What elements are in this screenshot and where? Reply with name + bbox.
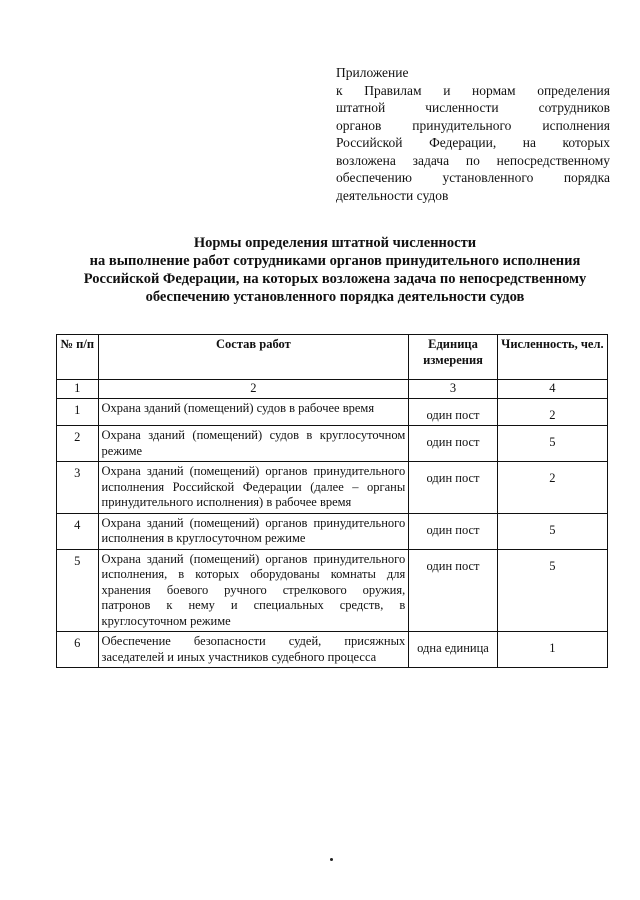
- column-number: 2: [98, 380, 409, 399]
- column-number: 1: [57, 380, 99, 399]
- row-num: 2: [57, 426, 99, 462]
- header-count: Численность, чел.: [497, 335, 607, 380]
- appendix-line: возложена задача по непосредственному: [336, 152, 610, 168]
- row-unit: одна единица: [409, 632, 498, 668]
- row-work: Охрана зданий (помещений) органов принудительного исполнения Российской Федерации (далее – органы принудительного исполнения) в рабочее время: [98, 462, 409, 514]
- row-unit: один пост: [409, 549, 498, 632]
- row-work: Охрана зданий (помещений) судов в круглосуточном режиме: [98, 426, 409, 462]
- appendix-line: к Правилам и нормам определения: [336, 82, 610, 98]
- row-work: Охрана зданий (помещений) судов в рабочее время: [98, 398, 409, 426]
- appendix-line: штатной численности сотрудников: [336, 100, 610, 115]
- table-row: [57, 632, 608, 668]
- row-num: 4: [57, 513, 99, 549]
- scan-speck: [330, 858, 333, 861]
- row-num: 3: [57, 462, 99, 514]
- row-count: 5: [497, 513, 607, 549]
- row-work: Охрана зданий (помещений) органов принудительного исполнения в круглосуточном режиме: [98, 513, 409, 549]
- row-count: 2: [497, 398, 607, 426]
- appendix-line: деятельности судов: [336, 187, 449, 203]
- row-num: 5: [57, 549, 99, 632]
- title-line: обеспечению установленного порядка деятельности судов: [145, 289, 525, 305]
- table-row: [57, 426, 608, 462]
- row-work: Охрана зданий (помещений) органов принудительного исполнения, в которых оборудованы комнаты для хранения боевого ручного стрелкового оружия, патронов к нему и специальных средств, в круглосуточном режиме: [98, 549, 409, 632]
- table-row: [57, 462, 608, 514]
- table-row: [57, 513, 608, 549]
- table-header-row: [57, 335, 608, 380]
- column-number-row: [57, 380, 608, 399]
- row-num: 6: [57, 632, 99, 668]
- row-unit: один пост: [409, 513, 498, 549]
- title-line: Нормы определения штатной численности: [193, 235, 477, 251]
- row-unit: один пост: [409, 462, 498, 514]
- row-count: 5: [497, 549, 607, 632]
- header-num: № п/п: [57, 335, 99, 380]
- header-work: Состав работ: [98, 335, 409, 380]
- appendix-line: обеспечению установленного порядка: [336, 170, 610, 185]
- row-unit: один пост: [409, 426, 498, 462]
- appendix-line: органов принудительного исполнения: [336, 117, 610, 133]
- norms-table: [56, 334, 608, 668]
- title-line: на выполнение работ сотрудниками органов принудительного исполнения: [89, 253, 581, 269]
- document-title: [40, 234, 630, 306]
- appendix-line: Российской Федерации, на которых: [336, 135, 610, 150]
- row-count: 5: [497, 426, 607, 462]
- table-row: [57, 549, 608, 632]
- column-number: 3: [409, 380, 498, 399]
- row-unit: один пост: [409, 398, 498, 426]
- row-count: 1: [497, 632, 607, 668]
- appendix-heading: Приложение: [336, 65, 409, 80]
- header-unit: Единица измерения: [409, 335, 498, 380]
- row-num: 1: [57, 398, 99, 426]
- table-row: [57, 398, 608, 426]
- title-line: Российской Федерации, на которых возложена задача по непосредственному: [83, 271, 587, 287]
- row-work: Обеспечение безопасности судей, присяжных заседателей и иных участников судебного процесса: [98, 632, 409, 668]
- column-number: 4: [497, 380, 607, 399]
- appendix-block: [336, 64, 610, 204]
- row-count: 2: [497, 462, 607, 514]
